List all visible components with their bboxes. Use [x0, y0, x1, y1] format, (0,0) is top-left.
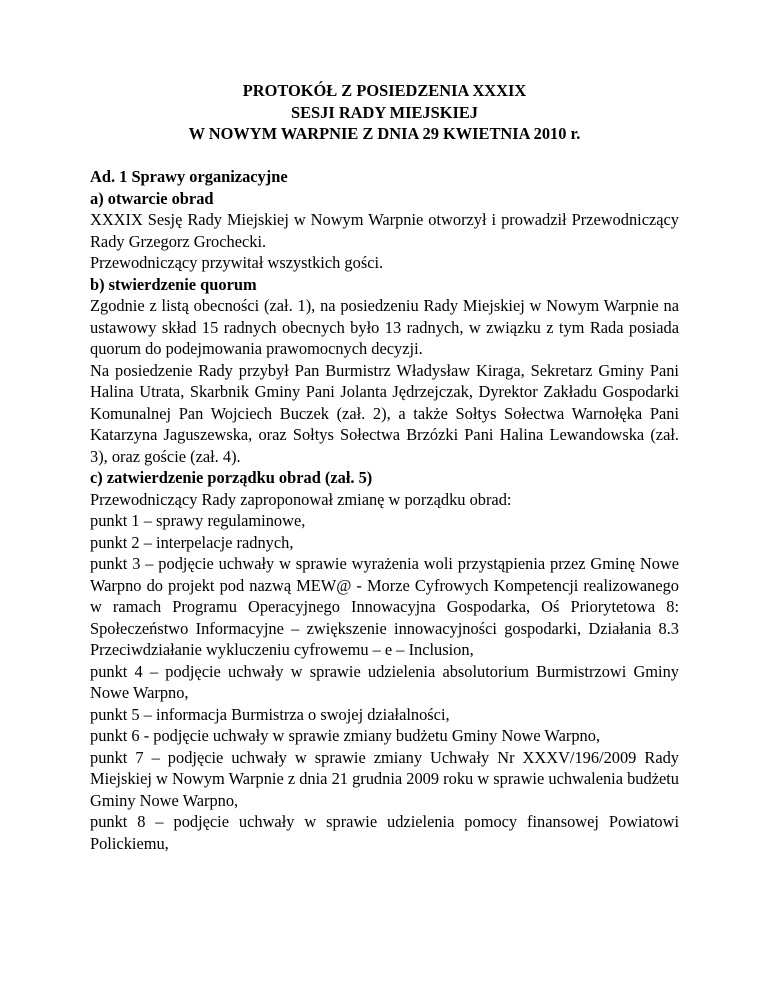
title-line-2: SESJI RADY MIEJSKIEJ	[290, 102, 479, 122]
agenda-point: punkt 4 – podjęcie uchwały w sprawie udzielenia absolutorium Burmistrzowi Gminy Nowe Warpno,	[90, 661, 679, 702]
subheading-a: a) otwarcie obrad	[90, 188, 214, 208]
agenda-point: punkt 5 – informacja Burmistrza o swojej działalności,	[90, 704, 450, 724]
agenda-point: punkt 2 – interpelacje radnych,	[90, 532, 294, 552]
paragraph-attendees: Na posiedzenie Rady przybył Pan Burmistrz Władysław Kiraga, Sekretarz Gminy Pani Halina Utrata, Skarbnik Gminy Pani Jolanta Jędrzejczak, Dyrektor Zakładu Gospodarki Komunalnej Pan Wojciech Buczek (zał. 2), a także Sołtys Sołectwa Warnołęka Pani Katarzyna Jaguszewska, oraz Sołtys Sołectwa Brzózki Pani Halina Lewandowska (zał. 3), oraz goście (zał. 4).	[90, 360, 679, 466]
title-line-3: W NOWYM WARPNIE Z DNIA 29 KWIETNIA 2010 r.	[188, 124, 581, 143]
document-title	[90, 80, 679, 145]
agenda-point: punkt 3 – podjęcie uchwały w sprawie wyrażenia woli przystąpienia przez Gminę Nowe Warpno do projekt pod nazwą MEW@ - Morze Cyfrowych Kompetencji realizowanego w ramach Programu Operacyjnego Innowacyjna Gospodarka, Oś Priorytetowa 8: Społeczeństwo Informacyjne – zwiększenie innowacyjności gospodarki, Działania 8.3 Przeciwdziałanie wykluczeniu cyfrowemu – e – Inclusion,	[90, 554, 679, 659]
title-line-1: PROTOKÓŁ Z POSIEDZENIA XXXIX	[242, 81, 527, 100]
agenda-point: punkt 1 – sprawy regulaminowe,	[90, 511, 306, 530]
document-page	[90, 80, 679, 854]
paragraph-agenda-intro: Przewodniczący Rady zaproponował zmianę w porządku obrad:	[90, 489, 512, 509]
paragraph-quorum: Zgodnie z listą obecności (zał. 1), na posiedzeniu Rady Miejskiej w Nowym Warpnie na ustawowy skład 15 radnych obecnych było 13 radnych, w związku z tym Rada posiada quorum do podejmowania prawomocnych decyzji.	[90, 296, 679, 358]
subheading-c: c) zatwierdzenie porządku obrad (zał. 5)	[90, 468, 373, 487]
agenda-point: punkt 6 - podjęcie uchwały w sprawie zmiany budżetu Gminy Nowe Warpno,	[90, 726, 600, 745]
agenda-point: punkt 8 – podjęcie uchwały w sprawie udzielenia pomocy finansowej Powiatowi Polickiemu,	[90, 812, 679, 853]
subheading-b: b) stwierdzenie quorum	[90, 274, 257, 294]
agenda-point: punkt 7 – podjęcie uchwały w sprawie zmiany Uchwały Nr XXXV/196/2009 Rady Miejskiej w Nowym Warpnie z dnia 21 grudnia 2009 roku w sprawie uchwalenia budżetu Gminy Nowe Warpno,	[90, 747, 679, 810]
agenda-list	[90, 510, 679, 854]
paragraph-greeting: Przewodniczący przywitał wszystkich gości.	[90, 253, 384, 272]
heading-ad1: Ad. 1 Sprawy organizacyjne	[90, 167, 288, 186]
paragraph-opening: XXXIX Sesję Rady Miejskiej w Nowym Warpnie otworzył i prowadził Przewodniczący Rady Grzegorz Grochecki.	[90, 210, 679, 251]
